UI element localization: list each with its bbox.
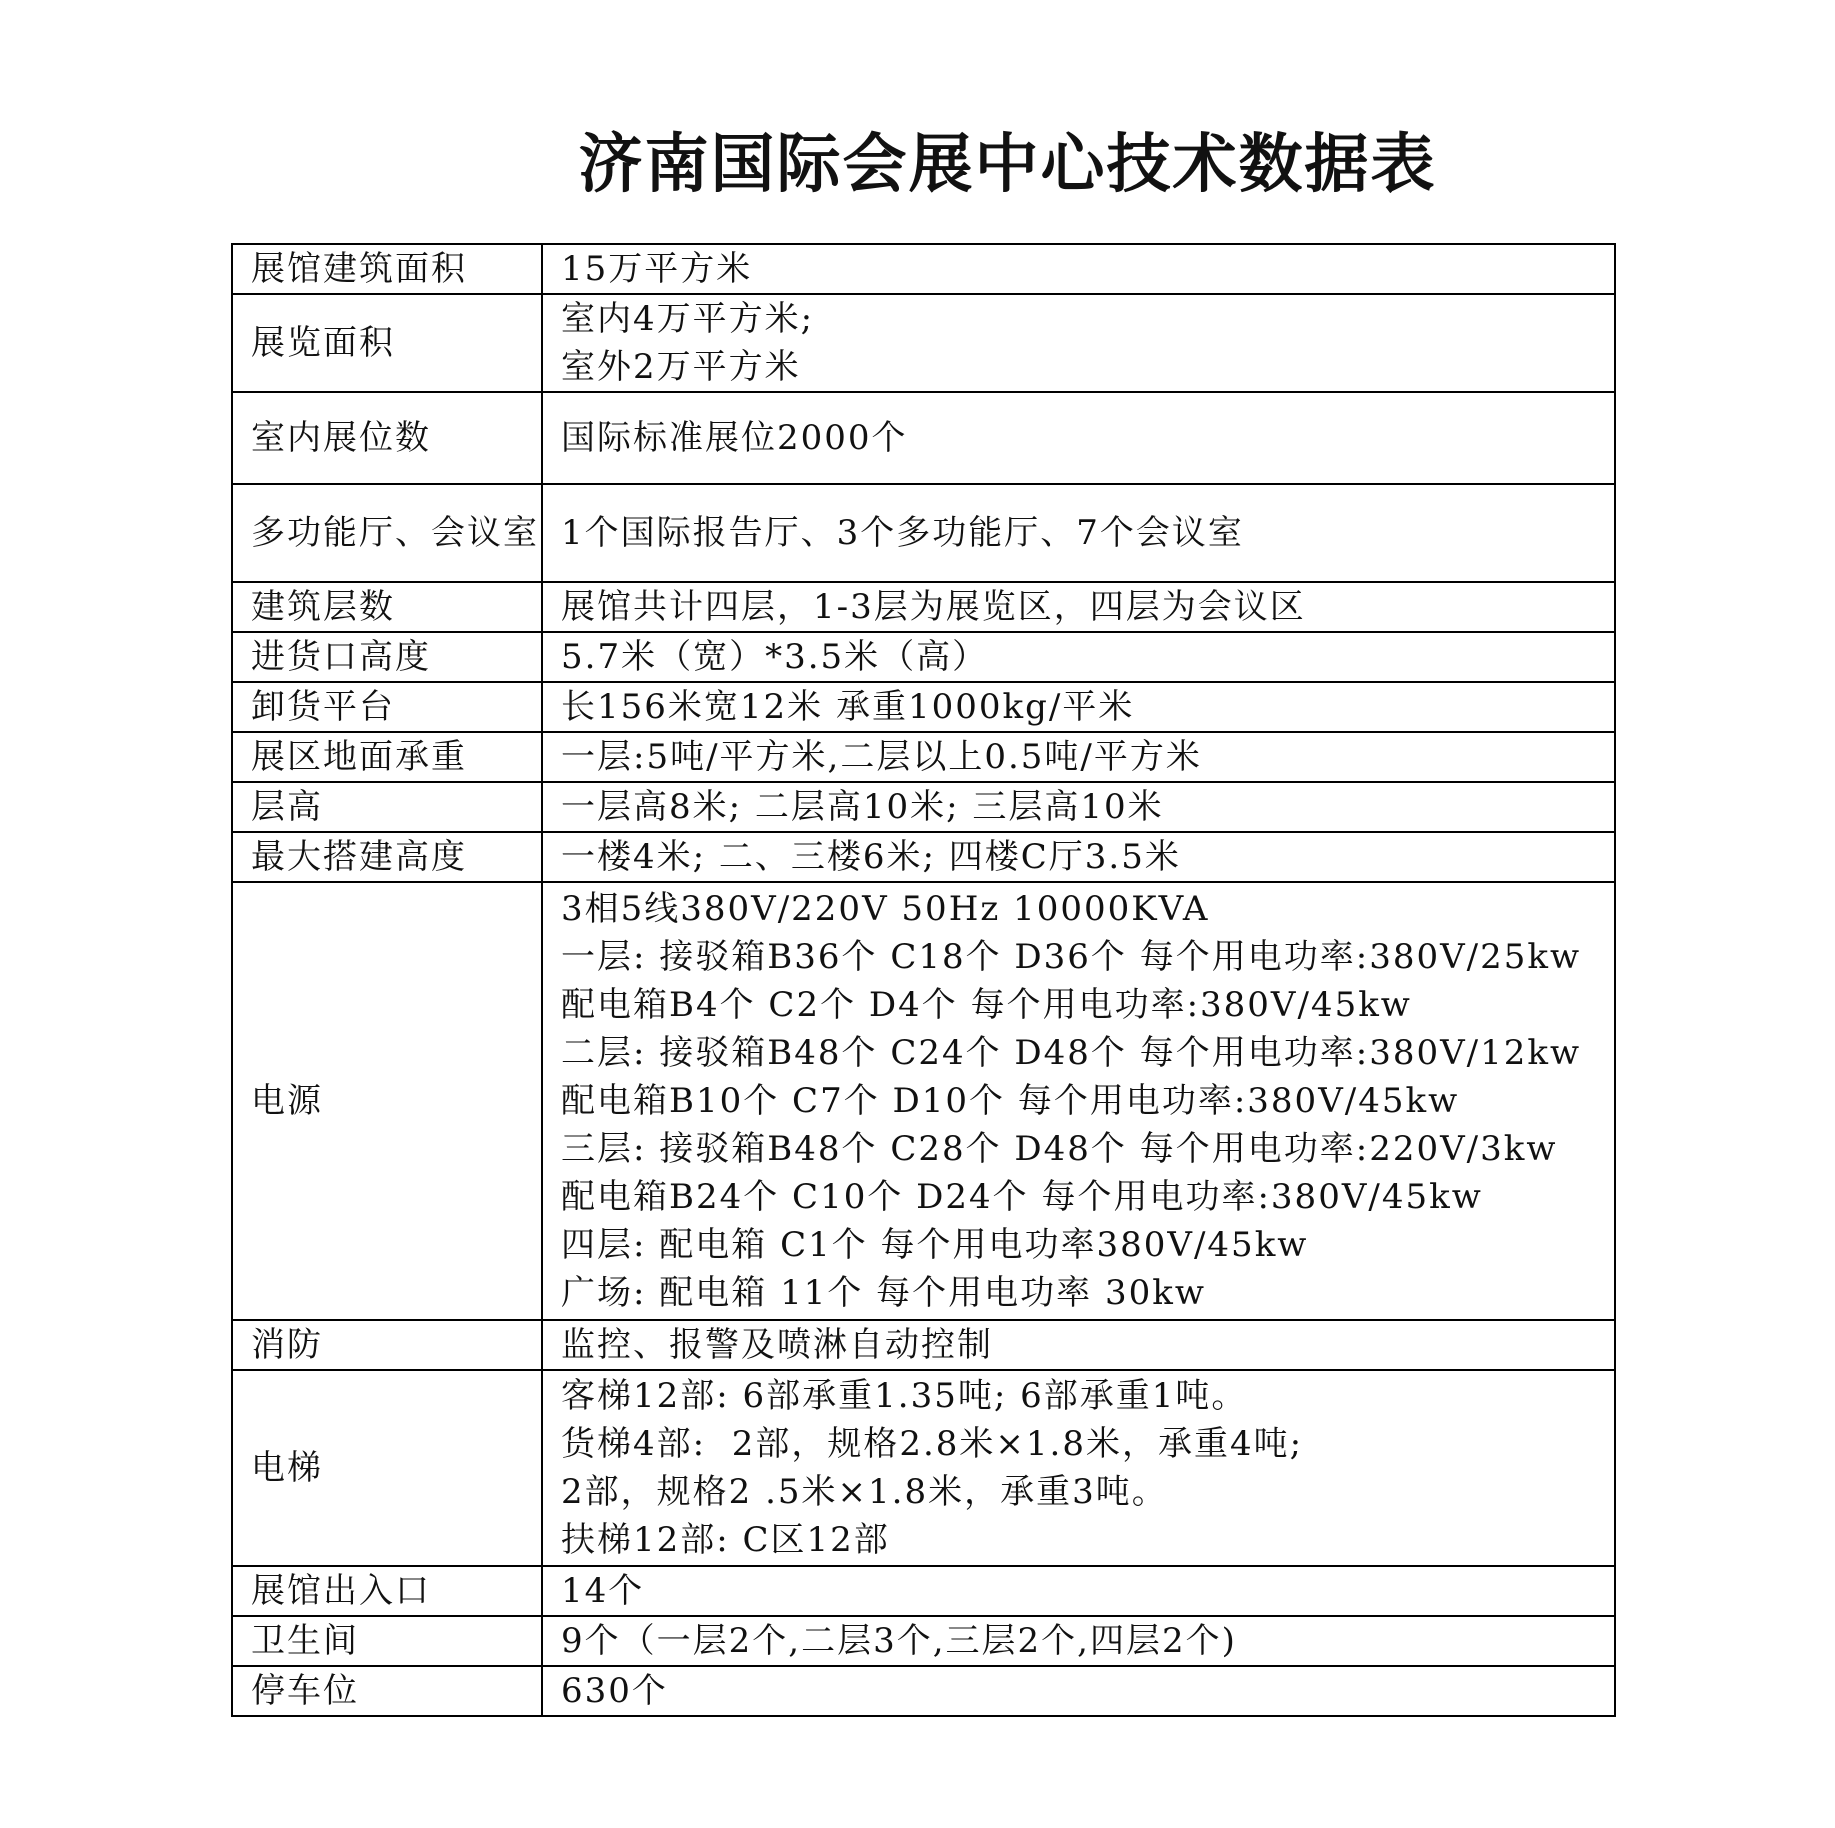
value-line: 一层:5吨/平方米,二层以上0.5吨/平方米	[561, 737, 1202, 777]
spec-table-body	[232, 244, 1615, 1716]
row-label: 消防	[232, 1320, 542, 1370]
row-value	[542, 294, 1615, 392]
value-line: 三层: 接驳箱B48个 C28个 D48个 每个用电功率:220V/3kw	[561, 1129, 1558, 1169]
row-label: 停车位	[232, 1666, 542, 1716]
value-line: 9个（一层2个,二层3个,三层2个,四层2个)	[561, 1621, 1237, 1661]
spec-table	[231, 243, 1616, 1717]
row-value	[542, 832, 1615, 882]
row-label: 展览面积	[232, 294, 542, 392]
value-line: 一层: 接驳箱B36个 C18个 D36个 每个用电功率:380V/25kw	[561, 937, 1582, 977]
value-line: 室外2万平方米	[561, 347, 801, 387]
row-label: 进货口高度	[232, 632, 542, 682]
table-row	[232, 882, 1615, 1320]
row-value	[542, 1370, 1615, 1566]
value-line: 四层: 配电箱 C1个 每个用电功率380V/45kw	[561, 1225, 1309, 1265]
table-row	[232, 582, 1615, 632]
row-value	[542, 244, 1615, 294]
value-line: 二层: 接驳箱B48个 C24个 D48个 每个用电功率:380V/12kw	[561, 1033, 1582, 1073]
value-line: 一层高8米; 二层高10米; 三层高10米	[561, 787, 1164, 827]
row-value	[542, 484, 1615, 582]
value-line: 15万平方米	[561, 249, 753, 289]
table-row	[232, 632, 1615, 682]
row-label: 建筑层数	[232, 582, 542, 632]
value-line: 国际标准展位2000个	[561, 418, 908, 458]
row-label: 展馆建筑面积	[232, 244, 542, 294]
row-label: 多功能厅、会议室	[232, 484, 542, 582]
row-value	[542, 1616, 1615, 1666]
row-label: 电梯	[232, 1370, 542, 1566]
row-value	[542, 632, 1615, 682]
value-line: 3相5线380V/220V 50Hz 10000KVA	[561, 889, 1210, 929]
value-line: 室内4万平方米;	[561, 299, 815, 339]
value-line: 14个	[561, 1571, 645, 1611]
table-row	[232, 1320, 1615, 1370]
row-value	[542, 882, 1615, 1320]
row-value	[542, 582, 1615, 632]
row-value	[542, 682, 1615, 732]
value-line: 监控、报警及喷淋自动控制	[561, 1325, 993, 1365]
table-row	[232, 294, 1615, 392]
value-line: 630个	[561, 1671, 668, 1711]
value-line: 货梯4部: 2部，规格2.8米×1.8米，承重4吨;	[561, 1424, 1304, 1464]
table-row	[232, 1566, 1615, 1616]
table-row	[232, 682, 1615, 732]
row-label: 电源	[232, 882, 542, 1320]
row-label: 室内展位数	[232, 392, 542, 484]
table-row	[232, 392, 1615, 484]
value-line: 5.7米（宽）*3.5米（高）	[561, 637, 989, 677]
value-line: 客梯12部: 6部承重1.35吨; 6部承重1吨。	[561, 1376, 1248, 1416]
page-title: 济南国际会展中心技术数据表	[578, 127, 1437, 202]
value-line: 1个国际报告厅、3个多功能厅、7个会议室	[561, 513, 1244, 553]
table-row	[232, 1666, 1615, 1716]
row-value	[542, 1566, 1615, 1616]
value-line: 展馆共计四层，1-3层为展览区，四层为会议区	[561, 587, 1306, 627]
table-row	[232, 732, 1615, 782]
value-line: 配电箱B10个 C7个 D10个 每个用电功率:380V/45kw	[561, 1081, 1460, 1121]
table-row	[232, 244, 1615, 294]
value-line: 一楼4米; 二、三楼6米; 四楼C厅3.5米	[561, 837, 1181, 877]
row-label: 最大搭建高度	[232, 832, 542, 882]
row-label: 卫生间	[232, 1616, 542, 1666]
table-row	[232, 1370, 1615, 1566]
row-value	[542, 782, 1615, 832]
value-line: 2部，规格2 .5米×1.8米，承重3吨。	[561, 1472, 1168, 1512]
row-label: 卸货平台	[232, 682, 542, 732]
row-value	[542, 732, 1615, 782]
row-value	[542, 1666, 1615, 1716]
row-label: 层高	[232, 782, 542, 832]
row-value	[542, 1320, 1615, 1370]
value-line: 长156米宽12米 承重1000kg/平米	[561, 687, 1135, 727]
row-value	[542, 392, 1615, 484]
value-line: 配电箱B4个 C2个 D4个 每个用电功率:380V/45kw	[561, 985, 1412, 1025]
table-row	[232, 1616, 1615, 1666]
row-label: 展馆出入口	[232, 1566, 542, 1616]
value-line: 广场: 配电箱 11个 每个用电功率 30kw	[561, 1273, 1206, 1313]
value-line: 扶梯12部: C区12部	[561, 1520, 890, 1560]
value-line: 配电箱B24个 C10个 D24个 每个用电功率:380V/45kw	[561, 1177, 1483, 1217]
row-label: 展区地面承重	[232, 732, 542, 782]
table-row	[232, 832, 1615, 882]
table-row	[232, 484, 1615, 582]
table-row	[232, 782, 1615, 832]
